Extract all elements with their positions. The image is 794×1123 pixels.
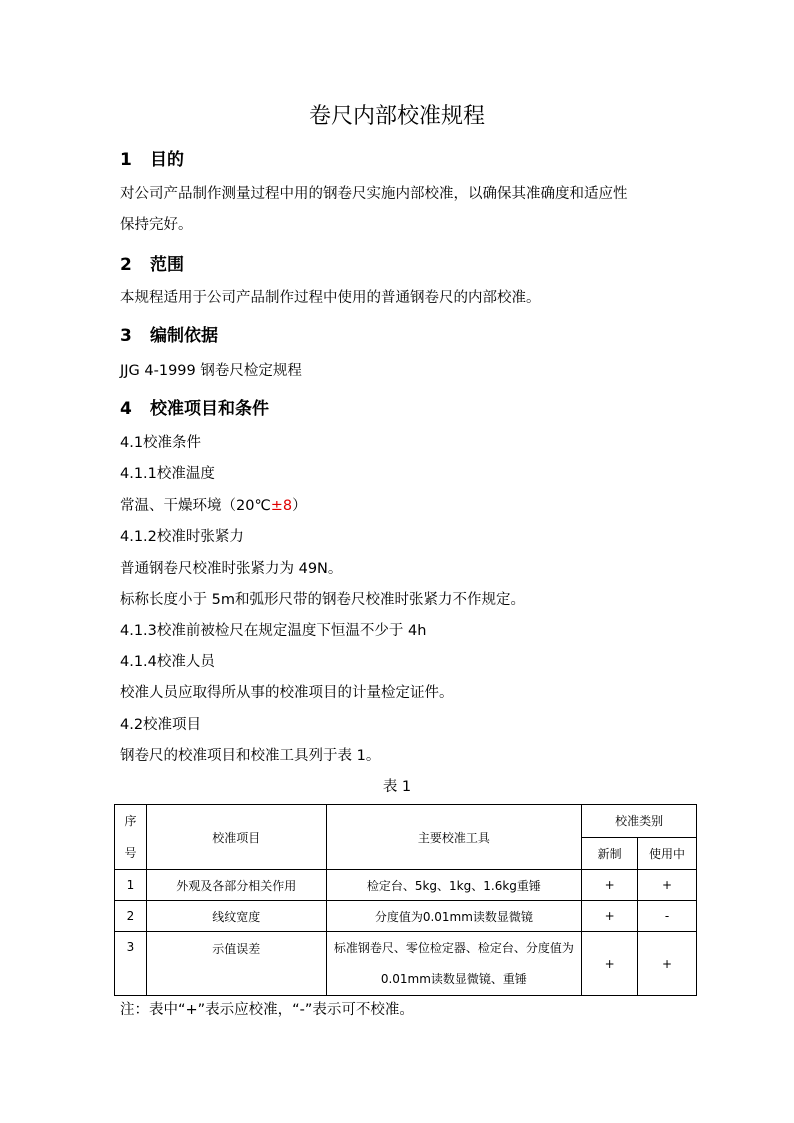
paragraph-purpose-line2: 保持完好。 <box>120 217 193 233</box>
cell-item: 线纹宽度 <box>146 901 326 932</box>
section-title: 编制依据 <box>150 326 218 346</box>
subheading-4-1-4: 4.1.4校准人员 <box>120 654 215 670</box>
section-title: 范围 <box>150 255 184 275</box>
section-number: 4 <box>120 399 132 419</box>
table-note: 注：表中“+”表示应校准，“-”表示可不校准。 <box>120 1002 414 1018</box>
cell-tool <box>326 932 582 996</box>
header-item: 校准项目 <box>146 805 326 870</box>
cell-seq: 2 <box>115 901 147 932</box>
paragraph-temperature <box>120 495 307 517</box>
cell-tool-line1: 标准钢卷尺、零位检定器、检定台、分度值为 <box>333 940 574 955</box>
table-row <box>115 901 697 932</box>
paragraph-scope: 本规程适用于公司产品制作过程中使用的普通钢卷尺的内部校准。 <box>120 290 541 306</box>
header-new: 新制 <box>582 837 638 870</box>
paragraph-purpose-line1: 对公司产品制作测量过程中用的钢卷尺实施内部校准，以确保其准确度和适应性 <box>120 186 628 202</box>
header-seq <box>115 805 147 870</box>
cell-seq: 1 <box>115 870 147 901</box>
table-row <box>115 932 697 996</box>
table-row <box>115 870 697 901</box>
cell-tool: 检定台、5kg、1kg、1.6kg重锤 <box>326 870 582 901</box>
header-category: 校准类别 <box>582 805 697 838</box>
cell-new: + <box>582 870 638 901</box>
cell-in-use: + <box>638 870 697 901</box>
temperature-tolerance: ±8 <box>270 498 293 514</box>
calibration-table <box>114 804 697 996</box>
paragraph-tension-1: 普通钢卷尺校准时张紧力为 49N。 <box>120 561 343 577</box>
paragraph-basis: JJG 4-1999 钢卷尺检定规程 <box>120 363 302 379</box>
section-heading-1 <box>120 148 184 172</box>
section-heading-2 <box>120 253 184 277</box>
paragraph-items-intro: 钢卷尺的校准项目和校准工具列于表 1。 <box>120 748 381 764</box>
cell-seq: 3 <box>115 932 147 996</box>
section-title: 目的 <box>150 150 184 170</box>
subheading-4-1-3: 4.1.3校准前被检尺在规定温度下恒温不少于 4h <box>120 623 427 639</box>
cell-item: 外观及各部分相关作用 <box>146 870 326 901</box>
subheading-4-1: 4.1校准条件 <box>120 435 202 451</box>
table-header-row <box>115 805 697 838</box>
section-title: 校准项目和条件 <box>150 399 269 419</box>
temperature-text: 常温、干燥环境（20℃ <box>120 498 271 514</box>
table-caption: 表 1 <box>382 779 412 795</box>
cell-new: + <box>582 901 638 932</box>
section-number: 2 <box>120 255 132 275</box>
cell-item: 示值误差 <box>146 932 326 996</box>
cell-in-use: + <box>638 932 697 996</box>
header-in-use: 使用中 <box>638 837 697 870</box>
section-number: 3 <box>120 326 132 346</box>
paragraph-personnel: 校准人员应取得所从事的校准项目的计量检定证件。 <box>120 685 454 701</box>
header-seq-bottom: 号 <box>124 846 137 860</box>
section-number: 1 <box>120 150 132 170</box>
subheading-4-2: 4.2校准项目 <box>120 717 202 733</box>
document-title: 卷尺内部校准规程 <box>308 104 485 129</box>
section-heading-4 <box>120 397 269 421</box>
cell-tool-line2: 0.01mm读数显微镜、重锤 <box>380 971 527 986</box>
section-heading-3 <box>120 324 218 348</box>
temperature-close: ） <box>292 498 307 514</box>
header-seq-top: 序 <box>124 814 137 828</box>
paragraph-tension-2: 标称长度小于 5m和弧形尺带的钢卷尺校准时张紧力不作规定。 <box>120 592 525 608</box>
cell-in-use: - <box>638 901 697 932</box>
subheading-4-1-1: 4.1.1校准温度 <box>120 466 215 482</box>
subheading-4-1-2: 4.1.2校准时张紧力 <box>120 529 244 545</box>
cell-new: + <box>582 932 638 996</box>
cell-tool: 分度值为0.01mm读数显微镜 <box>326 901 582 932</box>
header-tool: 主要校准工具 <box>326 805 582 870</box>
